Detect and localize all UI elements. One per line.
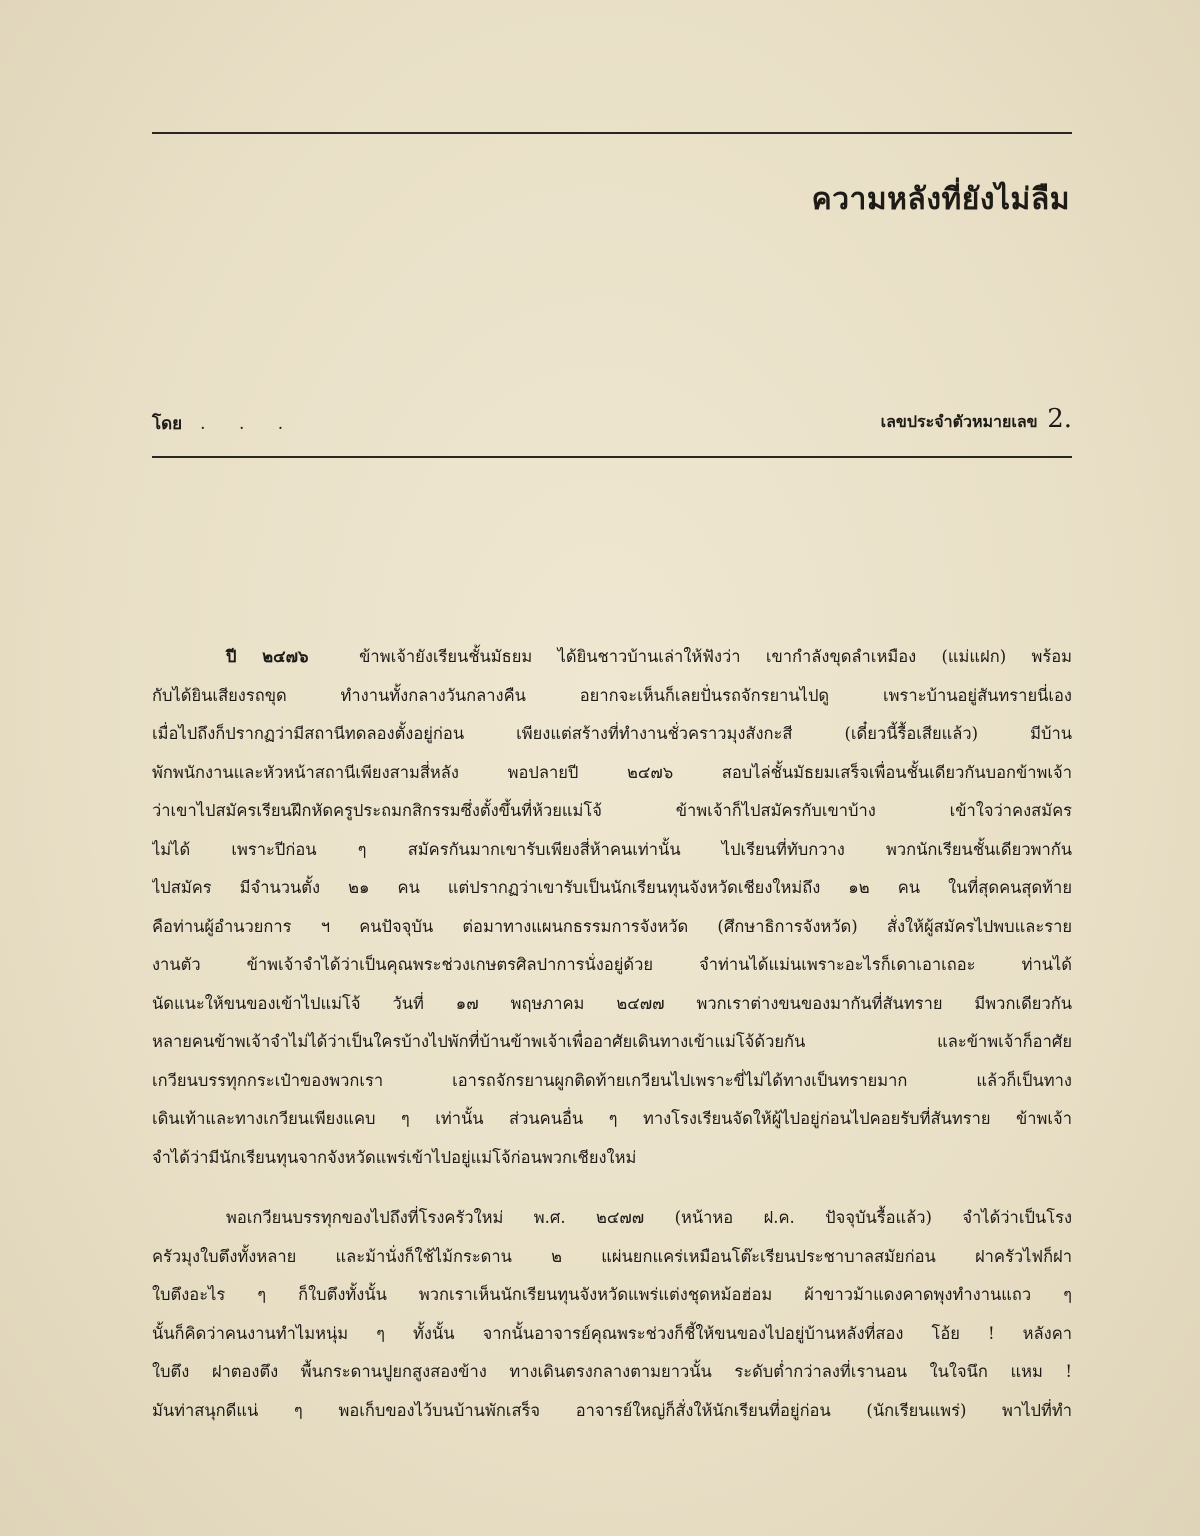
paragraph-line: กับได้ยินเสียงรถขุด ทำงานทั้งกลางวันกลางคืน อยากจะเห็นก็เลยปั่นรถจักรยานไปดู เพราะบ้านอยู่สันทรายนี่เอง bbox=[152, 685, 1072, 705]
paragraph-line: เกวียนบรรทุกกระเป๋าของพวกเรา เอารถจักรยานผูกติดท้ายเกวียนไปเพราะขี่ไม่ได้ทางเป็นทรายมาก แล้วก็เป็นทาง bbox=[152, 1070, 1072, 1090]
paragraph-line: หลายคนข้าพเจ้าจำไม่ได้ว่าเป็นใครบ้างไปพักที่บ้านข้าพเจ้าเพื่ออาศัยเดินทางเข้าแม่โจ้ด้วยกัน และข้าพเจ้าก็อาศัย bbox=[152, 1032, 1072, 1051]
line-text: ข้าพเจ้ายังเรียนชั้นมัธยม ได้ยินชาวบ้านเล่าให้ฟังว่า เขากำลังขุดลำเหมือง (แม่แฝก) พร้อม bbox=[359, 647, 1072, 666]
entry-number-label: เลขประจำตัวหมายเลข bbox=[880, 412, 1038, 431]
byline bbox=[152, 410, 297, 437]
paragraph-line: เดินเท้าและทางเกวียนเพียงแคบ ๆ เท่านั้น ส่วนคนอื่น ๆ ทางโรงเรียนจัดให้ผู้ไปอยู่ก่อนไปคอยรับที่สันทราย ข้าพเจ้า bbox=[152, 1109, 1072, 1128]
bottom-rule bbox=[152, 456, 1072, 458]
paragraph-line: ว่าเขาไปสมัครเรียนฝึกหัดครูประถมกสิกรรมซึ่งตั้งขึ้นที่ห้วยแม่โจ้ ข้าพเจ้าก็ไปสมัครกับเขาบ้าง เข้าใจว่าคงสมัคร bbox=[152, 801, 1072, 820]
paragraph-lead: ปี ๒๔๗๖ bbox=[226, 647, 309, 666]
paragraph-line: งานตัว ข้าพเจ้าจำได้ว่าเป็นคุณพระช่วงเกษตรศิลปาการนั่งอยู่ด้วย จำท่านได้แม่นเพราะอะไรก็เดาเอาเถอะ ท่านได้ bbox=[152, 955, 1072, 974]
paragraph-line: นั้นก็คิดว่าคนงานทำไมหนุ่ม ๆ ทั้งนั้น จากนั้นอาจารย์คุณพระช่วงก็ชี้ให้ขนของไปอยู่บ้านหลังที่สอง โอ้ย ! หลังคา bbox=[152, 1323, 1072, 1343]
paragraph-line: เมื่อไปถึงก็ปรากฏว่ามีสถานีทดลองตั้งอยู่ก่อน เพียงแต่สร้างที่ทำงานชั่วคราวมุงสังกะสี (เดี๋ยวนี้รื้อเสียแล้ว) มีบ้าน bbox=[152, 724, 1072, 743]
paragraph-line: คือท่านผู้อำนวยการ ฯ คนปัจจุบัน ต่อมาทางแผนกธรรมการจังหวัด (ศึกษาธิการจังหวัด) สั่งให้ผู้สมัครไปพบและราย bbox=[152, 916, 1072, 936]
paragraph-line: ใบตึง ฝาตองตึง พื้นกระดานปูยกสูงสองข้าง ทางเดินตรงกลางตามยาวนั้น ระดับต่ำกว่าลงที่เรานอน ในใจนึก แหม ! bbox=[152, 1362, 1072, 1381]
paragraph-line: ไปสมัคร มีจำนวนตั้ง ๒๑ คน แต่ปรากฏว่าเขารับเป็นนักเรียนทุนจังหวัดเชียงใหม่ถึง ๑๒ คน ในที่สุดคนสุดท้าย bbox=[152, 878, 1072, 897]
entry-number-value: 2. bbox=[1047, 404, 1072, 434]
paragraph-line: ใบตึงอะไร ๆ ก็ใบตึงทั้งนั้น พวกเราเห็นนักเรียนทุนจังหวัดแพร่แต่งชุดหม้อฮ่อม ผ้าขาวม้าแดงคาดพุงทำงานแถว ๆ bbox=[152, 1285, 1072, 1304]
body-text bbox=[152, 638, 1072, 1430]
paragraph-line: จำได้ว่ามีนักเรียนทุนจากจังหวัดแพร่เข้าไปอยู่แม่โจ้ก่อนพวกเชียงใหม่ bbox=[152, 1147, 637, 1167]
byline-label: โดย bbox=[152, 414, 183, 434]
paragraph-line: พอเกวียนบรรทุกของไปถึงที่โรงครัวใหม่ พ.ศ. ๒๔๗๗ (หน้าหอ ฝ.ค. ปัจจุบันรื้อแล้ว) จำได้ว่าเป็นโรง bbox=[226, 1208, 1072, 1227]
paragraph-line: มันท่าสนุกดีแน่ ๆ พอเก็บของไว้บนบ้านพักเสร็จ อาจารย์ใหญ่ก็สั่งให้นักเรียนที่อยู่ก่อน (นักเรียนแพร่) พาไปที่ทำ bbox=[152, 1400, 1072, 1420]
paragraph-gap bbox=[152, 1177, 1072, 1199]
paragraph-line: นัดแนะให้ขนของเข้าไปแม่โจ้ วันที่ ๑๗ พฤษภาคม ๒๔๗๗ พวกเราต่างขนของมากันที่สันทราย มีพวกเดียวกัน bbox=[152, 993, 1072, 1013]
top-rule bbox=[152, 132, 1072, 134]
document-title: ความหลังที่ยังไม่ลืม bbox=[811, 182, 1070, 217]
paragraph-line: ไม่ได้ เพราะปีก่อน ๆ สมัครกันมากเขารับเพียงสี่ห้าคนเท่านั้น ไปเรียนที่ทับกวาง พวกนักเรียนชั้นเดียวพากัน bbox=[152, 839, 1072, 859]
paragraph-line: ครัวมุงใบตึงทั้งหลาย และม้านั่งก็ใช้ไม้กระดาน ๒ แผ่นยกแคร่เหมือนโต๊ะเรียนประชาบาลสมัยก่อน ฝาครัวไฟก็ฝา bbox=[152, 1246, 1072, 1266]
entry-number bbox=[881, 404, 1072, 435]
paragraph-line: พักพนักงานและหัวหน้าสถานีเพียงสามสี่หลัง พอปลายปี ๒๔๗๖ สอบไล่ชั้นมัธยมเสร็จเพื่อนชั้นเดียวกันบอกข้าพเจ้า bbox=[152, 762, 1072, 782]
paragraph-line bbox=[152, 638, 1072, 677]
byline-dots: . . . bbox=[200, 414, 298, 434]
